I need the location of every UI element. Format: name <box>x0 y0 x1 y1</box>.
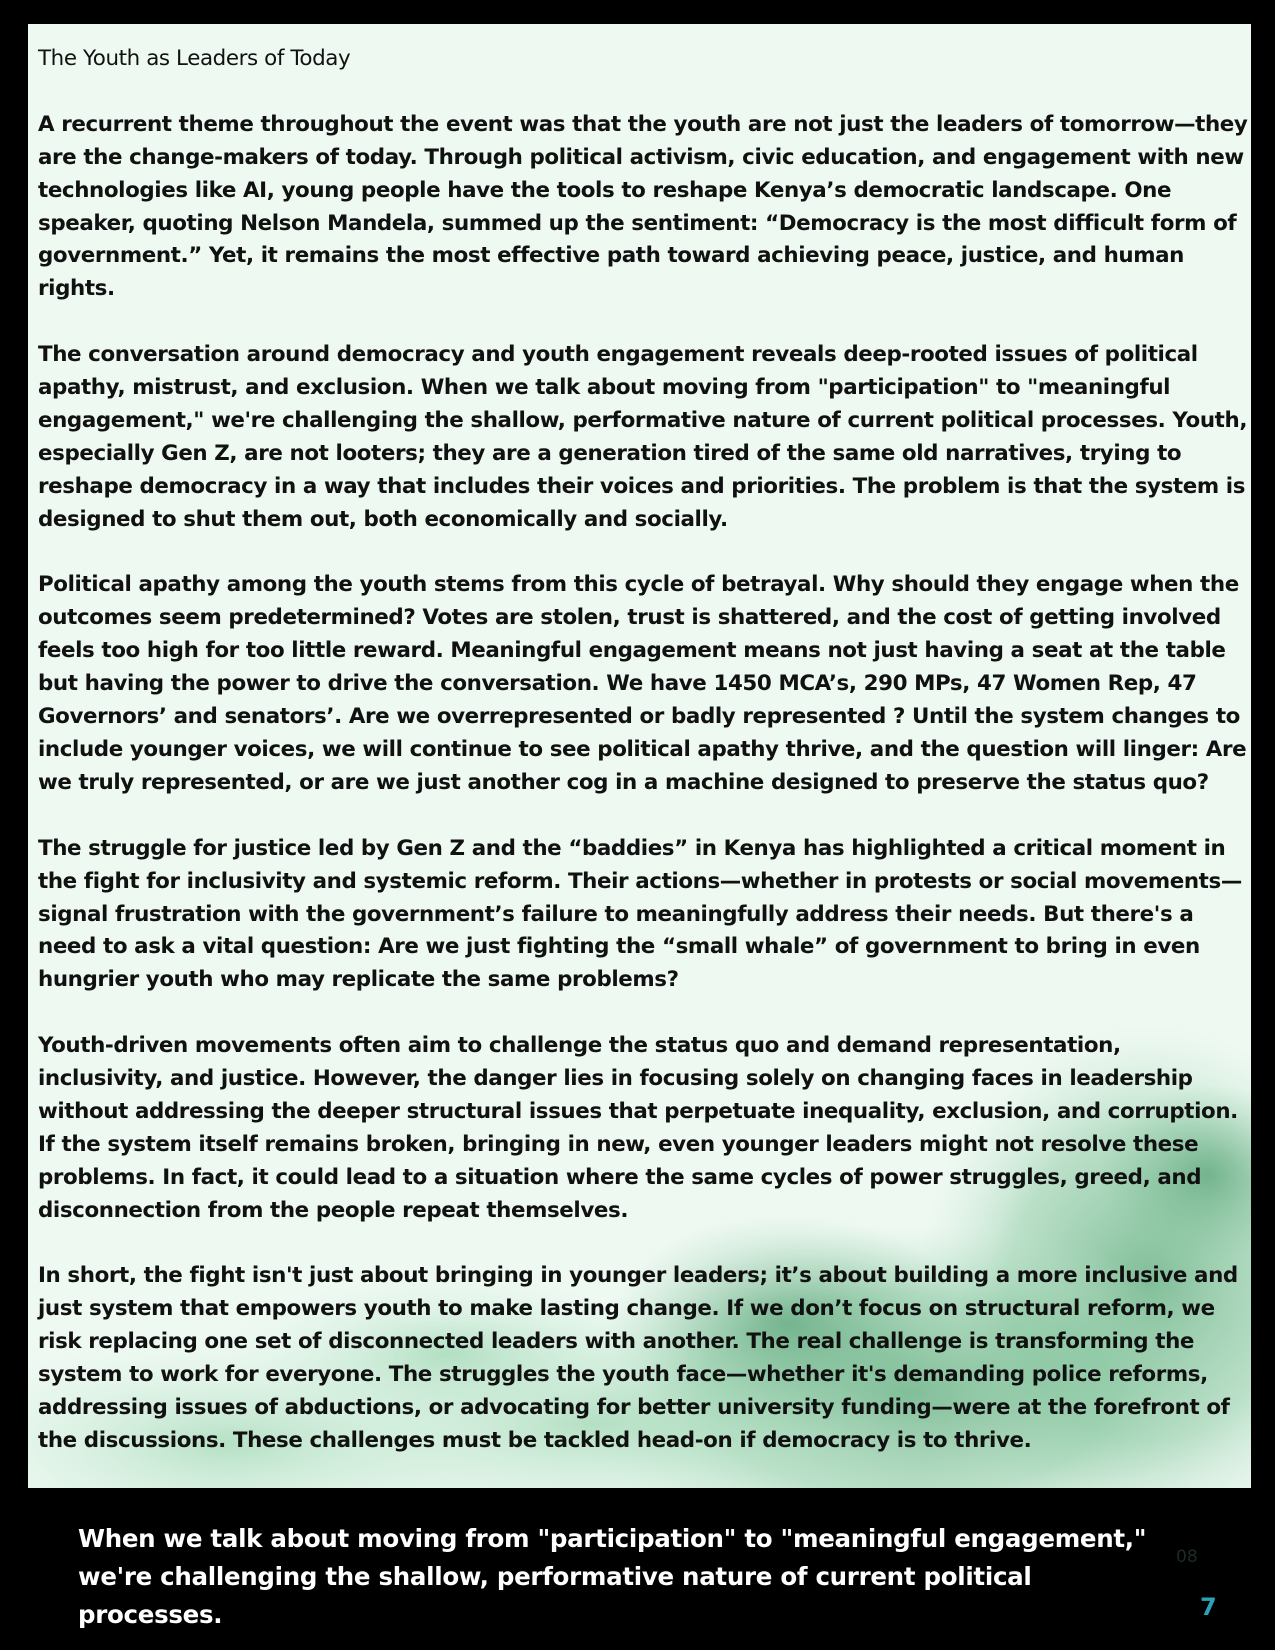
pull-quote: When we talk about moving from "participation" to "meaningful engagement," we're challenging the shallow, performative nature of current political processes. <box>78 1524 1147 1629</box>
article-panel <box>28 24 1251 1488</box>
article-heading: The Youth as Leaders of Today <box>38 46 351 71</box>
ghost-page-number: 08 <box>1176 1547 1198 1567</box>
article-body <box>38 43 1248 1458</box>
paragraph: In short, the fight isn't just about bringing in younger leaders; it’s about building a more inclusive and just system that empowers youth to make lasting change. If we don’t focus on structural reform, we risk replacing one set of disconnected leaders with another. The real challenge is transforming the system to work for everyone. The struggles the youth face—whether it's demanding police reforms, addressing issues of abductions, or advocating for better university funding—were at the forefront of the discussions. These challenges must be tackled head-on if democracy is to thrive. <box>38 1263 1238 1453</box>
paragraph: Youth-driven movements often aim to challenge the status quo and demand representation, inclusivity, and justice. However, the danger lies in focusing solely on changing faces in leadership without addressing the deeper structural issues that perpetuate inequality, exclusion, and corruption. If the system itself remains broken, bringing in new, even younger leaders might not resolve these problems. In fact, it could lead to a situation where the same cycles of power struggles, greed, and disconnection from the people repeat themselves. <box>38 1033 1238 1223</box>
paragraph: The struggle for justice led by Gen Z and the “baddies” in Kenya has highlighted a critical moment in the fight for inclusivity and systemic reform. Their actions—whether in protests or social movements—signal frustration with the government’s failure to meaningfully address their needs. But there's a need to ask a vital question: Are we just fighting the “small whale” of government to bring in even hungrier youth who may replicate the same problems? <box>38 835 1242 993</box>
paragraph: A recurrent theme throughout the event was that the youth are not just the leaders of tomorrow—they are the change-makers of today. Through political activism, civic education, and engagement with new technologies like AI, young people have the tools to reshape Kenya’s democratic landscape. One speaker, quoting Nelson Mandela, summed up the sentiment: “Democracy is the most difficult form of government.” Yet, it remains the most effective path toward achieving peace, justice, and human rights. <box>38 111 1248 302</box>
paragraph: Political apathy among the youth stems from this cycle of betrayal. Why should they engage when the outcomes seem predetermined? Votes are stolen, trust is shattered, and the cost of getting involved feels too high for too little reward. Meaningful engagement means not just having a seat at the table but having the power to drive the conversation. We have 1450 MCA’s, 290 MPs, 47 Women Rep, 47 Governors’ and senators’. Are we overrepresented or badly represented ? Until the system changes to include younger voices, we will continue to see political apathy thrive, and the question will linger: Are we truly represented, or are we just another cog in a machine designed to preserve the status quo? <box>38 572 1247 795</box>
page-number: 7 <box>1200 1593 1217 1621</box>
paragraph: The conversation around democracy and youth engagement reveals deep-rooted issues of political apathy, mistrust, and exclusion. When we talk about moving from "participation" to "meaningful engagement," we're challenging the shallow, performative nature of current political processes. Youth, especially Gen Z, are not looters; they are a generation tired of the same old narratives, trying to reshape democracy in a way that includes their voices and priorities. The problem is that the system is designed to shut them out, both economically and socially. <box>38 342 1248 532</box>
